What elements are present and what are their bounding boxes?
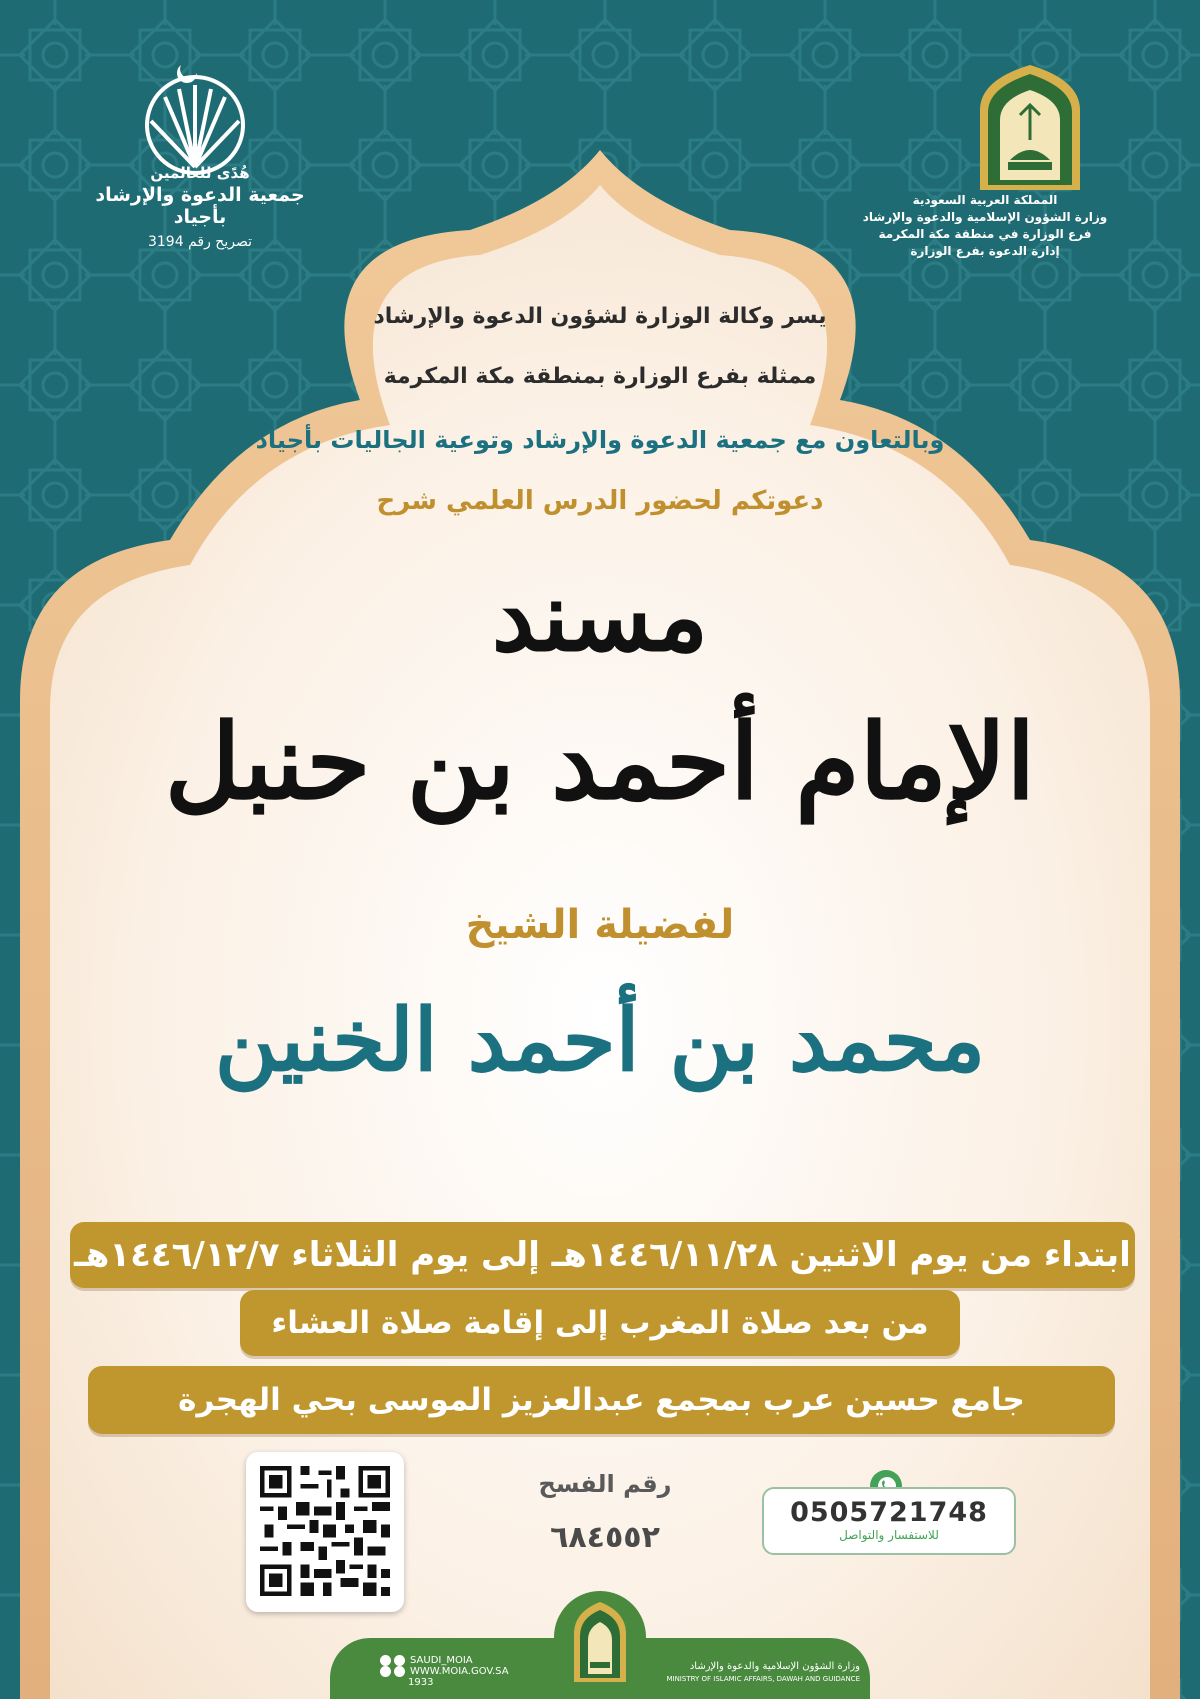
association-brand: هُدًى للعالمين [150,164,250,182]
footer-ministry-ar: وزارة الشؤون الإسلامية والدعوة والإرشاد [689,1661,860,1672]
footer-social [380,1655,509,1688]
association-header [70,164,330,250]
schedule-location: جامع حسين عرب بمجمع عبدالعزيز الموسى بحي الهجرة [88,1366,1115,1434]
instagram-icon[interactable] [380,1655,391,1666]
phone-number[interactable]: 0505721748 [790,1497,988,1528]
social-handle[interactable]: SAUDI_MOIA [410,1655,473,1666]
footer-ministry-en: MINISTRY OF ISLAMIC AFFAIRS, DAWAH AND GUIDANCE [666,1675,860,1683]
facebook-icon[interactable] [380,1666,391,1677]
footer-ministry [660,1660,860,1686]
website-link[interactable]: WWW.MOIA.GOV.SA [410,1666,509,1677]
qr-code-icon [260,1466,390,1596]
ministry-logo-icon [970,60,1090,190]
ministry-emblem-icon [552,1582,648,1692]
contact-box[interactable] [762,1487,1016,1555]
ministry-line: إدارة الدعوة بفرع الوزارة [910,244,1060,258]
intro-line-2: ممثلة بفرع الوزارة بمنطقة مكة المكرمة [383,364,817,389]
association-name: جمعية الدعوة والإرشاد بأجياد [95,184,305,228]
intro-line-3: وبالتعاون مع جمعية الدعوة والإرشاد وتوعية الجاليات بأجياد [255,426,945,454]
schedule-dates: ابتداء من يوم الاثنين ١٤٤٦/١١/٢٨هـ إلى يوم الثلاثاء ١٤٤٦/١٢/٧هـ [70,1222,1135,1288]
ministry-line: وزارة الشؤون الإسلامية والدعوة والإرشاد [862,210,1108,224]
ministry-line: المملكة العربية السعودية [912,193,1058,207]
social-icons [380,1655,405,1666]
book-title-line-2: الإمام أحمد بن حنبل [164,700,1036,823]
youtube-icon[interactable] [394,1666,405,1677]
intro-line-4: دعوتكم لحضور الدرس العلمي شرح [376,486,824,516]
ministry-header [855,192,1115,260]
ministry-line: فرع الوزارة في منطقة مكة المكرمة [878,227,1092,241]
book-title-line-1: مسند [491,560,709,673]
schedule-time: من بعد صلاة المغرب إلى إقامة صلاة العشاء [240,1290,960,1356]
x-icon[interactable] [394,1655,405,1666]
qr-code[interactable] [246,1452,404,1612]
permit-number: تصريح رقم 3194 [147,234,252,250]
sheikh-name: محمد بن أحمد الخنين [214,990,986,1091]
intro-line-1: يسر وكالة الوزارة لشؤون الدعوة والإرشاد [373,304,827,329]
registration-label: رقم الفسح [538,1470,672,1498]
sheikh-label: لفضيلة الشيخ [465,902,735,948]
phone-caption: للاستفسار والتواصل [839,1528,939,1542]
registration-number: ٦٨٤٥٥٢ [550,1520,660,1555]
hotline-number: 1933 [408,1677,434,1688]
